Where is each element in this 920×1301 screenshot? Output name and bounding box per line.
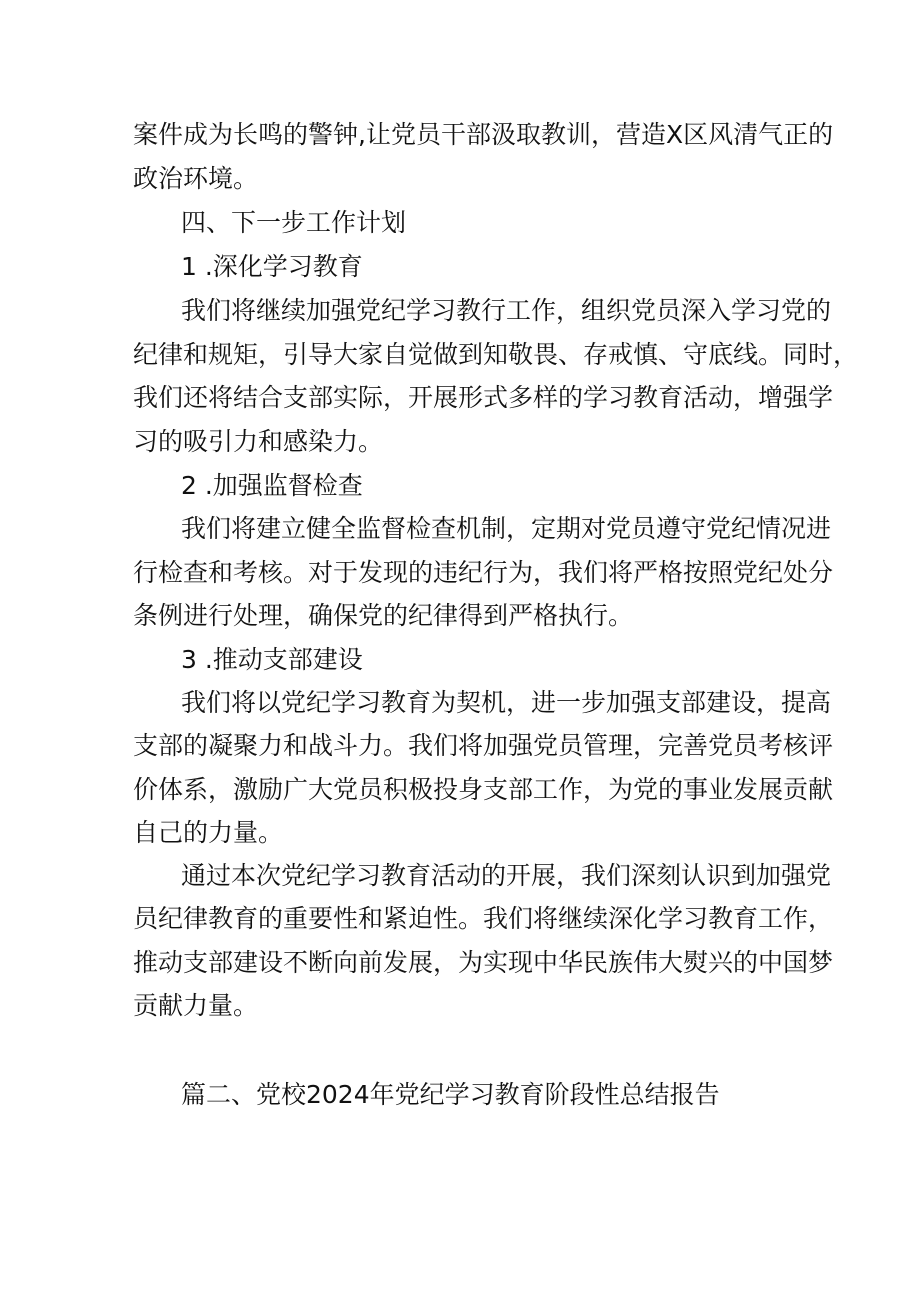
paragraph-line: 案件成为长鸣的警钟,让党员干部汲取教训，营造X区风清气正的 (133, 120, 834, 149)
paragraph-line: 价体系，激励广大党员积极投身支部工作，为党的事业发展贡献 (133, 775, 834, 804)
subsection-heading: 1 .深化学习教育 (181, 252, 363, 281)
subsection-heading: 3 .推动支部建设 (181, 645, 363, 674)
paragraph-line: 政治环境。 (133, 164, 259, 193)
article-title: 篇二、党校2024年党纪学习教育阶段性总结报告 (181, 1080, 720, 1109)
paragraph-line: 我们还将结合支部实际，开展形式多样的学习教育活动，增强学 (133, 383, 834, 412)
section-heading: 四、下一步工作计划 (181, 208, 407, 237)
subsection-heading: 2 .加强监督检查 (181, 471, 363, 500)
paragraph-line: 习的吸引力和感染力。 (133, 427, 384, 456)
paragraph-line: 自己的力量。 (133, 818, 284, 847)
paragraph-line: 行检查和考核。对于发现的违纪行为，我们将严格按照党纪处分 (133, 558, 834, 587)
paragraph-line: 我们将建立健全监督检查机制，定期对党员遵守党纪情况进 (181, 514, 832, 543)
paragraph-line: 纪律和规矩，引导大家自觉做到知敬畏、存戒慎、守底线。同时， (133, 340, 859, 369)
paragraph-line: 员纪律教育的重要性和紧迫性。我们将继续深化学习教育工作， (133, 904, 834, 933)
paragraph-line: 我们将继续加强党纪学习教行工作，组织党员深入学习党的 (181, 296, 832, 325)
paragraph-line: 条例进行处理，确保党的纪律得到严格执行。 (133, 601, 634, 630)
paragraph-line: 贡献力量。 (133, 991, 259, 1020)
paragraph-line: 我们将以党纪学习教育为契机，进一步加强支部建设，提高 (181, 688, 832, 717)
paragraph-line: 支部的凝聚力和战斗力。我们将加强党员管理，完善党员考核评 (133, 731, 834, 760)
paragraph-line: 推动支部建设不断向前发展，为实现中华民族伟大熨兴的中国梦 (133, 948, 834, 977)
paragraph-line: 通过本次党纪学习教育活动的开展，我们深刻认识到加强党 (181, 861, 832, 890)
